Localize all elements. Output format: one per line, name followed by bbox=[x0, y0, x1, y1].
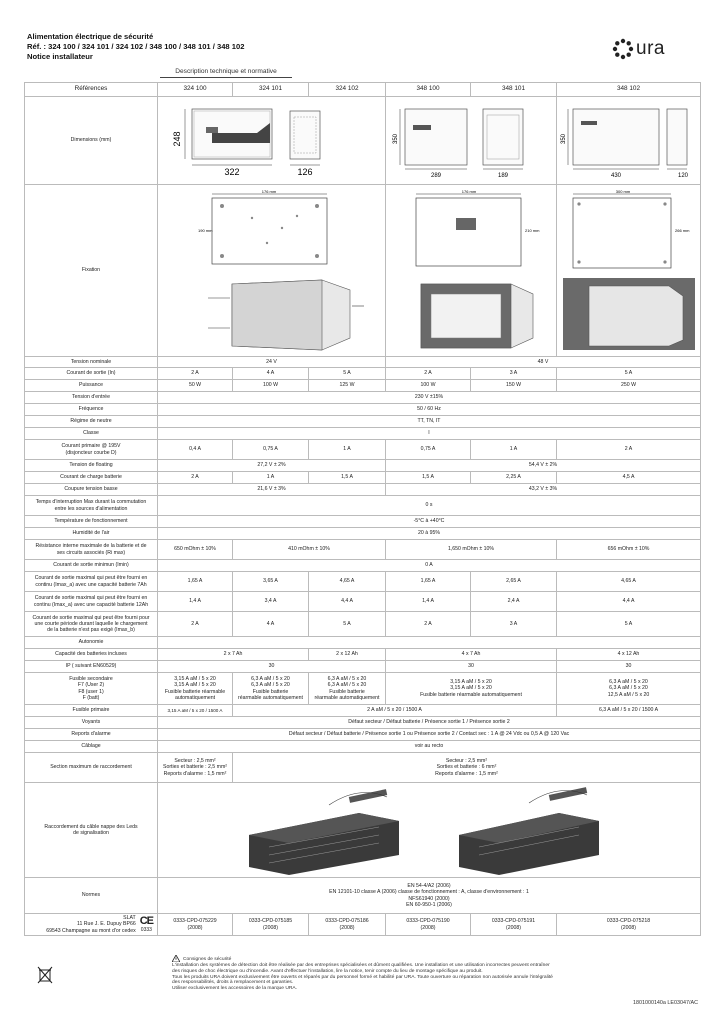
cell-value: 4,4 A bbox=[309, 592, 386, 612]
cell-line: 3,15 A aM / 5 x 20 bbox=[450, 679, 492, 686]
row-label-line: continu (Imax_a) avec une capacité batterie 12Ah bbox=[33, 601, 149, 608]
cert-year: (2008) bbox=[420, 924, 436, 931]
cell-line: Secteur : 2,5 mm² bbox=[445, 758, 488, 765]
cell-value: -5°C à +40°C bbox=[158, 516, 701, 528]
dimension-drawing-348-100 bbox=[386, 97, 557, 185]
cell-line: EN 12101-10 classe A (2006) classe de fonctionnement : A, classe d'environnement : 1 bbox=[329, 889, 529, 896]
fix-348b-side-dim: 266 mm bbox=[675, 227, 690, 233]
table-row bbox=[25, 528, 701, 540]
row-label-line: une courte période durant laquelle le chargement bbox=[34, 620, 148, 627]
cert-number: 0333-CPD-075218 bbox=[606, 918, 651, 925]
row-label: Température de fonctionnement bbox=[25, 516, 158, 528]
table-row bbox=[25, 592, 701, 612]
row-label-line: continu (Imax_a) avec une capacité batterie 7Ah bbox=[35, 581, 147, 588]
row-label: Autonomie bbox=[25, 637, 158, 649]
dim-348-102-depth: 120 bbox=[677, 172, 689, 179]
table-row bbox=[25, 729, 701, 741]
cell-value: 0 A bbox=[158, 560, 701, 572]
cell-value: 230 V ±15% bbox=[158, 392, 701, 404]
dim-324-height: 248 bbox=[171, 130, 182, 147]
cert-year: (2008) bbox=[187, 924, 203, 931]
cell-value: 2,4 A bbox=[471, 592, 557, 612]
cell-value: 100 W bbox=[233, 380, 309, 392]
model-324-102: 324 102 bbox=[309, 83, 386, 97]
row-label-line: ses circuits associés (Ri max) bbox=[56, 549, 126, 556]
cell-value: 6,3 A aM / 5 x 20 / 1500 A bbox=[557, 705, 701, 717]
table-row bbox=[25, 572, 701, 592]
cell-line: Reports d'alarme : 1,5 mm² bbox=[435, 770, 498, 777]
cell-value: 1,5 A bbox=[386, 472, 471, 484]
cell-line: 12,5 A aM / 5 x 20 bbox=[607, 691, 650, 698]
row-label-line: Raccordement du câble nappe des Leds bbox=[44, 823, 138, 830]
cell-line: 6,3 A aM / 5 x 20 bbox=[251, 676, 290, 683]
cell-line: 3,15 A aM / 5 x 20 bbox=[174, 676, 216, 683]
cell-line: 6,3 A aM / 5 x 20 bbox=[609, 679, 648, 686]
row-label bbox=[25, 540, 158, 560]
table-row bbox=[25, 878, 701, 914]
fix-348a-top-dim: 176 mm bbox=[461, 188, 477, 194]
cell-value bbox=[158, 753, 233, 783]
safety-line: L'installation des systèmes de détection doit être réalisée par des entreprises spécialisées et dûment qualifiées. Une installation et une utilisation incorrectes peuvent entraîner bbox=[172, 962, 550, 968]
cell-value: 2 A bbox=[386, 368, 471, 380]
cell-value: 3 A bbox=[471, 368, 557, 380]
cell-line: Fusible batterie bbox=[329, 688, 365, 695]
dim-324-width: 322 bbox=[223, 166, 240, 177]
address-line: SLAT bbox=[123, 915, 136, 922]
table-row bbox=[25, 914, 701, 936]
cell-value: 0,75 A bbox=[386, 440, 471, 460]
cell-value: 48 V bbox=[386, 357, 701, 368]
table-row bbox=[25, 368, 701, 380]
cell-value: 2 x 7 Ah bbox=[158, 649, 309, 661]
cell-value: 4 A bbox=[233, 368, 309, 380]
cert-year: (2008) bbox=[263, 924, 278, 931]
cell-value: 656 mOhm ± 10% bbox=[557, 540, 701, 560]
cell-value: 3,65 A bbox=[233, 572, 309, 592]
cell-line: Reports d'alarme : 1,5 mm² bbox=[163, 770, 227, 777]
cell-value: 2,65 A bbox=[471, 572, 557, 592]
ce-mark-icon: CE bbox=[139, 914, 153, 927]
dim-348-100-height: 350 bbox=[393, 133, 399, 144]
table-row bbox=[25, 460, 701, 472]
cell-line: EN 60-950-1 (2006) bbox=[406, 901, 452, 908]
table-row-dimensions bbox=[25, 97, 701, 185]
cell-value: voir au recto bbox=[158, 741, 701, 753]
cell-value: 125 W bbox=[309, 380, 386, 392]
row-label: Capacité des batteries incluses bbox=[25, 649, 158, 661]
row-label: Classe bbox=[25, 428, 158, 440]
row-label: Courant de charge batterie bbox=[25, 472, 158, 484]
cell-value bbox=[386, 673, 557, 705]
dim-348-100-depth: 189 bbox=[497, 172, 509, 179]
table-row bbox=[25, 496, 701, 516]
cell-value: 4 A bbox=[233, 612, 309, 637]
safety-line: Utiliser exclusivement les accessoires de la marque URA. bbox=[172, 986, 298, 992]
cell-value: 2 x 12 Ah bbox=[309, 649, 386, 661]
safety-title: Consignes de sécurité bbox=[183, 956, 232, 962]
dimensions-label: Dimensions (mm) bbox=[25, 97, 158, 185]
row-label-line: F8 (user 1) bbox=[78, 688, 104, 695]
row-label-line: F7 (User 2) bbox=[77, 682, 105, 689]
cell-value: Défaut secteur / Défaut batterie / Présence sortie 1 / Présence sortie 2 bbox=[158, 717, 701, 729]
row-label: Coupure tension basse bbox=[25, 484, 158, 496]
cell-line: Secteur : 2,5 mm² bbox=[174, 758, 216, 765]
row-label bbox=[25, 572, 158, 592]
table-row-references bbox=[25, 83, 701, 97]
cell-value: I bbox=[158, 428, 701, 440]
safety-line: Tous les produits URA doivent exclusivement être ouverts et réparés par du personnel formé et habilité par URA. Toute ouverture ou réparation non autorisée annule l'intégralité bbox=[172, 974, 553, 980]
row-label bbox=[25, 496, 158, 516]
cell-value: 4,5 A bbox=[557, 472, 701, 484]
row-label-line: (disjoncteur courbe D) bbox=[65, 449, 117, 456]
row-label: Câblage bbox=[25, 741, 158, 753]
cell-value: 30 bbox=[158, 661, 386, 673]
cell-value: 50 W bbox=[158, 380, 233, 392]
cell-line: réarmable automatiquement bbox=[238, 694, 303, 701]
row-label bbox=[25, 440, 158, 460]
row-label-line: de signalisation bbox=[73, 830, 109, 836]
cert-number: 0333-CPD-075229 bbox=[173, 918, 217, 925]
cell-value: Défaut secteur / Défaut batterie / Présence sortie 1 ou Présence sortie 2 / Contact sec : 1 A @ 24 Vdc ou 0,5 A @ 120 Vac bbox=[158, 729, 701, 741]
cell-value: 3,4 A bbox=[233, 592, 309, 612]
fixation-label: Fixation bbox=[25, 185, 158, 357]
weee-bin-icon bbox=[37, 966, 53, 989]
ura-logo-icon bbox=[612, 38, 634, 60]
cell-value: 50 / 60 Hz bbox=[158, 404, 701, 416]
cell-value: 4 x 7 Ah bbox=[386, 649, 557, 661]
safety-line: des risques de choc électrique ou d'incendie. Avant d'effectuer l'installation, lire la notice, tenir compte du lieu de montage spécifique au produit. bbox=[172, 968, 483, 974]
fix-348b-top-dim: 300 mm bbox=[615, 188, 631, 194]
cell-value: 2 A bbox=[158, 612, 233, 637]
dim-348-102-width: 430 bbox=[610, 172, 622, 179]
row-label: Courant de sortie minimun (Imin) bbox=[25, 560, 158, 572]
cert-cell bbox=[309, 914, 386, 936]
cert-cell bbox=[471, 914, 557, 936]
cell-value: 3,15 A aM / 5 x 20 / 1500 A bbox=[158, 705, 233, 717]
table-row bbox=[25, 357, 701, 368]
dim-324-depth: 126 bbox=[296, 166, 313, 177]
cell-value: 27,2 V ± 2% bbox=[158, 460, 386, 472]
cell-value: 1,5 A bbox=[309, 472, 386, 484]
cert-number: 0333-CPD-075185 bbox=[248, 918, 293, 925]
row-label-line: Résistance interne maximale de la batterie et de bbox=[35, 543, 147, 550]
table-row bbox=[25, 428, 701, 440]
fix-324-top-dim: 176 mm bbox=[261, 188, 276, 194]
cell-value bbox=[158, 673, 233, 705]
cell-value: 1,650 mOhm ± 10% bbox=[386, 540, 557, 560]
row-label: Reports d'alarme bbox=[25, 729, 158, 741]
cell-value: 2 A bbox=[386, 612, 471, 637]
row-label: Voyants bbox=[25, 717, 158, 729]
cell-line: automatiquement bbox=[174, 694, 216, 701]
row-label bbox=[25, 592, 158, 612]
cell-value bbox=[557, 673, 701, 705]
table-row bbox=[25, 753, 701, 783]
cell-value: 5 A bbox=[557, 368, 701, 380]
table-row bbox=[25, 404, 701, 416]
model-348-101: 348 101 bbox=[471, 83, 557, 97]
cell-value bbox=[158, 637, 701, 649]
table-row bbox=[25, 380, 701, 392]
cell-line: réarmable automatiquement bbox=[314, 694, 380, 701]
cell-value: TT, TN, IT bbox=[158, 416, 701, 428]
document-reference: 1801000140a LE03047/AC bbox=[632, 1000, 698, 1006]
cert-cell bbox=[386, 914, 471, 936]
cert-cell bbox=[158, 914, 233, 936]
dimension-drawing-348-102 bbox=[557, 97, 701, 185]
cell-value: 20 à 95% bbox=[158, 528, 701, 540]
cell-line: Sorties et batterie : 2,5 mm² bbox=[162, 764, 227, 771]
cell-value: 650 mOhm ± 10% bbox=[158, 540, 233, 560]
row-label bbox=[25, 783, 158, 878]
cell-value: 3 A bbox=[471, 612, 557, 637]
header-title: Alimentation électrique de sécurité bbox=[27, 32, 154, 41]
row-label-line: Fusible secondaire bbox=[69, 676, 113, 683]
row-label: Humidité de l'air bbox=[25, 528, 158, 540]
cell-value: 21,6 V ± 3% bbox=[158, 484, 386, 496]
table-row bbox=[25, 637, 701, 649]
row-label-line: Courant de sortie maximal qui peut être fourni en bbox=[34, 575, 148, 582]
cell-value: 4,4 A bbox=[557, 592, 701, 612]
cell-value: 2 A aM / 5 x 20 / 1500 A bbox=[233, 705, 557, 717]
cell-value: 1 A bbox=[471, 440, 557, 460]
row-label: Fréquence bbox=[25, 404, 158, 416]
model-348-100: 348 100 bbox=[386, 83, 471, 97]
table-row bbox=[25, 612, 701, 637]
table-row bbox=[25, 705, 701, 717]
dim-348-100-width: 289 bbox=[430, 172, 442, 179]
cert-year: (2008) bbox=[339, 924, 355, 931]
row-label bbox=[25, 673, 158, 705]
cell-line: EN 54-4/A2 (2006) bbox=[407, 883, 451, 890]
cell-value: 1,4 A bbox=[158, 592, 233, 612]
cell-value: 5 A bbox=[309, 612, 386, 637]
row-label: Puissance bbox=[25, 380, 158, 392]
cell-value: 5 A bbox=[309, 368, 386, 380]
cell-value bbox=[233, 753, 701, 783]
table-row bbox=[25, 540, 701, 560]
row-label: Normes bbox=[25, 878, 158, 914]
cell-value: 1 A bbox=[233, 472, 309, 484]
table-row bbox=[25, 717, 701, 729]
table-row bbox=[25, 673, 701, 705]
cell-value: 5 A bbox=[557, 612, 701, 637]
fixation-drawing-324 bbox=[158, 185, 386, 357]
row-label: Régime de neutre bbox=[25, 416, 158, 428]
cell-line: NFS61940 (2000) bbox=[408, 895, 450, 902]
table-row bbox=[25, 649, 701, 661]
cert-number: 0333-CPD-075186 bbox=[325, 918, 369, 925]
cell-value: 54,4 V ± 2% bbox=[386, 460, 701, 472]
fix-324-side-dim: 190 mm bbox=[197, 227, 212, 233]
ura-logo bbox=[612, 38, 665, 60]
safety-line: des responsabilités, droits à remplacement et garanties. bbox=[172, 980, 294, 986]
row-label-line: Courant de sortie maximal qui peut être fourni en bbox=[34, 595, 148, 602]
cell-line: Fusible batterie réarmable automatiquement bbox=[420, 691, 522, 698]
table-row bbox=[25, 560, 701, 572]
cell-value: 43,2 V ± 3% bbox=[386, 484, 701, 496]
cell-value: 0 s bbox=[158, 496, 701, 516]
fixation-drawing-348-100 bbox=[386, 185, 557, 357]
address-line: 69543 Champagne au mont d'or cedex bbox=[46, 927, 136, 934]
cell-value: 1 A bbox=[309, 440, 386, 460]
cell-value: 0,4 A bbox=[158, 440, 233, 460]
table-row bbox=[25, 741, 701, 753]
address-line: 11 Rue J. E. Dupuy BP66 bbox=[76, 921, 136, 928]
cell-line: Fusible batterie réarmable bbox=[164, 688, 226, 695]
cert-year: (2008) bbox=[621, 924, 636, 931]
dimension-drawing-324 bbox=[158, 97, 386, 185]
row-label: Tension nominale bbox=[25, 357, 158, 368]
cell-line: Sorties et batterie : 6 mm² bbox=[436, 764, 497, 771]
cell-line: 3,15 A aM / 5 x 20 bbox=[450, 685, 492, 692]
row-label-line: Courant de sortie maximal qui peut être fourni pour bbox=[32, 614, 150, 621]
ura-logo-text: ura bbox=[636, 38, 665, 59]
model-324-100: 324 100 bbox=[158, 83, 233, 97]
cell-value: 4,65 A bbox=[309, 572, 386, 592]
safety-notes bbox=[172, 955, 612, 992]
cell-value: 150 W bbox=[471, 380, 557, 392]
table-row bbox=[25, 392, 701, 404]
row-label: IP ( suivant EN60529) bbox=[25, 661, 158, 673]
references-label: Références bbox=[25, 83, 158, 97]
header-subtitle: Notice installateur bbox=[27, 52, 93, 62]
cell-value bbox=[158, 878, 701, 914]
cell-value bbox=[309, 673, 386, 705]
model-324-101: 324 101 bbox=[233, 83, 309, 97]
row-label: Courant de sortie (In) bbox=[25, 368, 158, 380]
row-label-line: F (batt) bbox=[82, 694, 100, 701]
document-header bbox=[27, 32, 244, 63]
table-row bbox=[25, 783, 701, 878]
cell-value: 2 A bbox=[158, 472, 233, 484]
row-label-line: entre les sources d'alimentation bbox=[54, 505, 128, 512]
header-references: Réf. : 324 100 / 324 101 / 324 102 / 348 100 / 348 101 / 348 102 bbox=[27, 42, 245, 52]
cert-number: 0333-CPD-075191 bbox=[491, 918, 536, 925]
model-348-102: 348 102 bbox=[557, 83, 701, 97]
cell-value: 30 bbox=[386, 661, 557, 673]
ce-number: 0333 bbox=[140, 926, 152, 933]
row-label: Tension de floating bbox=[25, 460, 158, 472]
table-row bbox=[25, 416, 701, 428]
cell-value: 4,65 A bbox=[557, 572, 701, 592]
cell-line: 3,15 A aM / 5 x 20 bbox=[174, 682, 216, 689]
spec-table bbox=[24, 82, 701, 936]
table-row bbox=[25, 516, 701, 528]
cell-line: 6,3 A aM / 5 x 20 bbox=[327, 676, 367, 683]
row-label: Section maximum de raccordement bbox=[25, 753, 158, 783]
table-row bbox=[25, 661, 701, 673]
row-label-line: Temps d'interruption Max durant la commutation bbox=[35, 499, 147, 506]
fixation-drawing-348-102 bbox=[557, 185, 701, 357]
cell-value: 30 bbox=[557, 661, 701, 673]
cell-value: 2 A bbox=[158, 368, 233, 380]
cert-cell bbox=[233, 914, 309, 936]
table-row-fixation bbox=[25, 185, 701, 357]
cell-value: 250 W bbox=[557, 380, 701, 392]
dim-348-102-height: 350 bbox=[561, 133, 567, 144]
cell-value: 2 A bbox=[557, 440, 701, 460]
cell-line: Fusible batterie bbox=[252, 688, 289, 695]
cell-line: 6,3 A aM / 5 x 20 bbox=[251, 682, 290, 689]
row-label-line: de la batterie n'est pas exigé (Imax_b) bbox=[47, 627, 135, 634]
cell-value bbox=[233, 673, 309, 705]
section-subtitle: Description technique et normative bbox=[160, 68, 292, 78]
cell-value: 410 mOhm ± 10% bbox=[233, 540, 386, 560]
cert-cell bbox=[557, 914, 701, 936]
manufacturer-address bbox=[25, 914, 158, 936]
cell-value: 24 V bbox=[158, 357, 386, 368]
cell-line: 6,3 A aM / 5 x 20 bbox=[327, 682, 367, 689]
cert-year: (2008) bbox=[506, 924, 521, 931]
warning-icon bbox=[172, 955, 180, 962]
table-row bbox=[25, 440, 701, 460]
table-row bbox=[25, 484, 701, 496]
cell-value: 100 W bbox=[386, 380, 471, 392]
cert-number: 0333-CPD-075190 bbox=[406, 918, 450, 925]
cell-value: 0,75 A bbox=[233, 440, 309, 460]
row-label bbox=[25, 612, 158, 637]
row-label: Tension d'entrée bbox=[25, 392, 158, 404]
cell-value: 4 x 12 Ah bbox=[557, 649, 701, 661]
cell-value: 1,4 A bbox=[386, 592, 471, 612]
fix-348a-side-dim: 210 mm bbox=[525, 227, 540, 233]
cell-value: 2,25 A bbox=[471, 472, 557, 484]
cell-value: 1,65 A bbox=[386, 572, 471, 592]
row-label: Fusible primaire bbox=[25, 705, 158, 717]
row-label-line: Courant primaire @ 195V bbox=[61, 443, 121, 450]
table-row bbox=[25, 472, 701, 484]
cell-line: 6,3 A aM / 5 x 20 bbox=[609, 685, 648, 692]
led-cable-connection-drawing bbox=[158, 783, 701, 878]
cell-value: 1,65 A bbox=[158, 572, 233, 592]
